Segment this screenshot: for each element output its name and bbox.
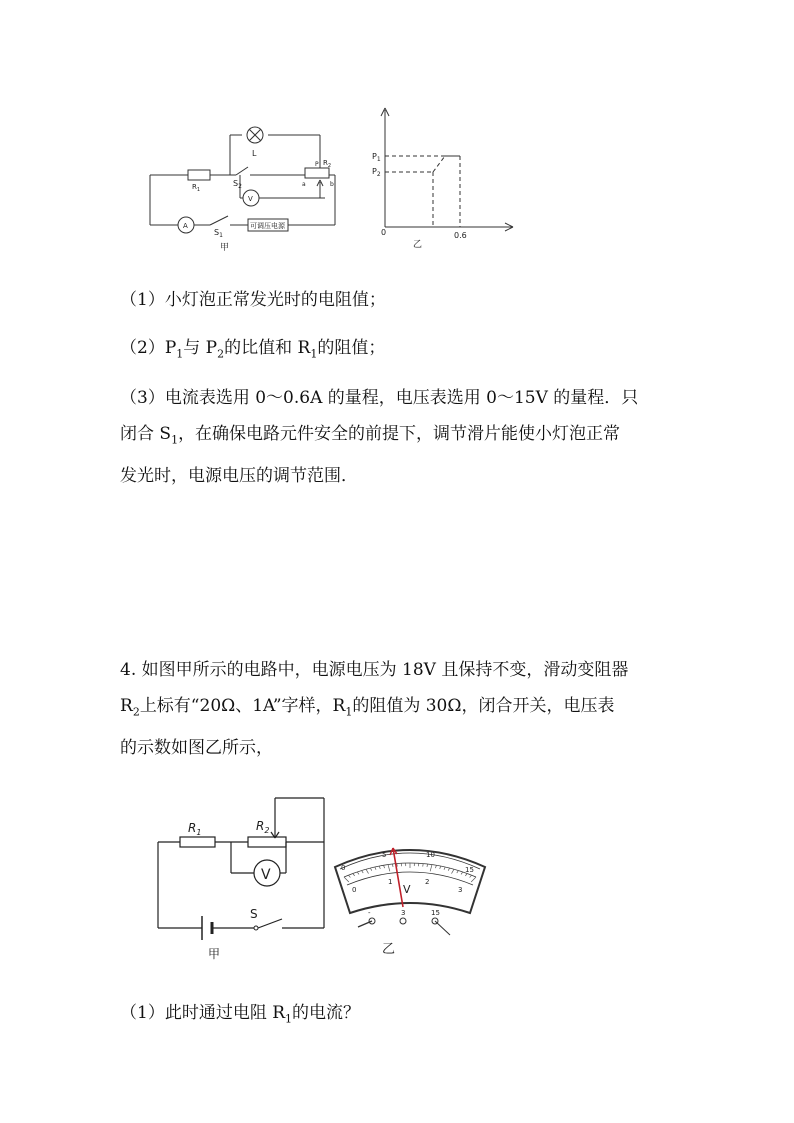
question-3-2: $(2)P_1$与 $P_2$的比值和 $R_1$的阻值； <box>120 338 386 361</box>
circuit-diagram-2 <box>150 795 335 965</box>
r1-label: $R_1$ <box>192 183 201 193</box>
dial-tick <box>362 871 364 874</box>
dial-bottom-3: 3 <box>458 886 463 894</box>
dial-tick <box>375 867 376 870</box>
dial-tick <box>440 866 441 869</box>
question-3-3-line3: 发光时，电源电压的调节范围． <box>120 466 358 487</box>
dial-tick <box>379 866 380 869</box>
dial-tick <box>471 877 476 882</box>
dial-tick <box>430 865 432 872</box>
terminal-minus: - <box>368 909 371 917</box>
problem-4-line3: 的示数如图乙所示， <box>120 738 273 759</box>
voltmeter-label: V <box>248 195 253 203</box>
fig2-switch-label: S <box>250 907 258 921</box>
dial-unit-label: V <box>403 883 411 896</box>
figure1-caption-yi: 乙 <box>413 240 423 250</box>
voltmeter-dial <box>330 835 490 960</box>
dial-top-15: 15 <box>465 866 474 874</box>
problem-4-line2: $R_2$上标有“20Ω、1A”字样，$R_1$的阻值为 30Ω，闭合开关，电压表 <box>120 696 615 719</box>
lamp-label: L <box>252 149 257 158</box>
question-3-3-line1: （3）电流表选用 0～0.6A 的量程，电压表选用 0～15V 的量程．只 <box>120 388 639 408</box>
s1-label: $S_1$ <box>214 228 223 239</box>
dial-top-0: 0 <box>341 864 346 872</box>
question-3-3 <box>120 380 680 494</box>
dial-tick <box>344 877 349 882</box>
dial-tick <box>357 872 359 874</box>
dial-tick <box>457 871 459 874</box>
fig2-r1-label: $R_1$ <box>188 821 202 837</box>
figure2-caption-yi: 乙 <box>382 942 396 957</box>
question-3-1: （1）小灯泡正常发光时的电阻值； <box>120 290 386 310</box>
figure1-caption-jia: 甲 <box>220 243 230 253</box>
problem-4-statement <box>120 652 680 766</box>
dial-bottom-2: 2 <box>425 878 430 886</box>
dial-tick <box>444 867 445 870</box>
dial-top-10: 10 <box>426 851 435 859</box>
dial-tick <box>388 865 390 872</box>
dial-tick <box>353 874 355 876</box>
dial-bottom-0: 0 <box>352 886 357 894</box>
dial-tick <box>427 864 428 867</box>
dial-tick <box>384 865 385 868</box>
dial-bottom-1: 1 <box>388 878 393 886</box>
dial-tick <box>370 868 371 871</box>
terminal-15: 15 <box>431 909 440 917</box>
fig2-r2-label: $R_2$ <box>256 819 270 835</box>
terminal-a-label: a <box>302 181 306 188</box>
circuit-diagram-1 <box>140 120 350 255</box>
r2-label: $R_2$ <box>323 159 332 169</box>
ammeter-label: A <box>183 222 188 230</box>
dial-tick <box>470 875 472 877</box>
graph-x-tick: 0.6 <box>454 231 467 240</box>
dial-tick <box>366 869 369 873</box>
dial-tick <box>448 868 449 871</box>
dial-tick <box>451 869 454 873</box>
problem-4-line1: 4. 如图甲所示的电路中，电源电压为 18V 且保持不变，滑动变阻器 <box>120 660 629 680</box>
power-graph <box>365 102 525 252</box>
s2-label: $S_2$ <box>233 179 242 190</box>
slider-p-label: P <box>315 161 319 168</box>
dial-tick <box>392 864 393 867</box>
graph-p1-label: $P_1$ <box>372 152 381 163</box>
terminal-b-label: b <box>330 181 334 188</box>
graph-origin-label: 0 <box>381 228 387 237</box>
supply-label: 可调压电源 <box>250 222 285 230</box>
dial-tick <box>435 865 436 868</box>
dial-tick <box>348 875 350 877</box>
dial-top-5: 5 <box>382 851 387 859</box>
figure2-caption-jia: 甲 <box>208 947 221 961</box>
question-4-1: （1）此时通过电阻 $R_1$的电流？ <box>120 1003 361 1026</box>
dial-needle <box>393 848 403 907</box>
fig2-voltmeter-label: V <box>261 867 271 883</box>
terminal-3: 3 <box>401 909 406 917</box>
graph-p2-label: $P_2$ <box>372 167 381 178</box>
dial-tick <box>461 872 463 874</box>
question-3-3-line2: 闭合 $S_1$，在确保电路元件安全的前提下，调节滑片能使小灯泡正常 <box>120 424 621 447</box>
